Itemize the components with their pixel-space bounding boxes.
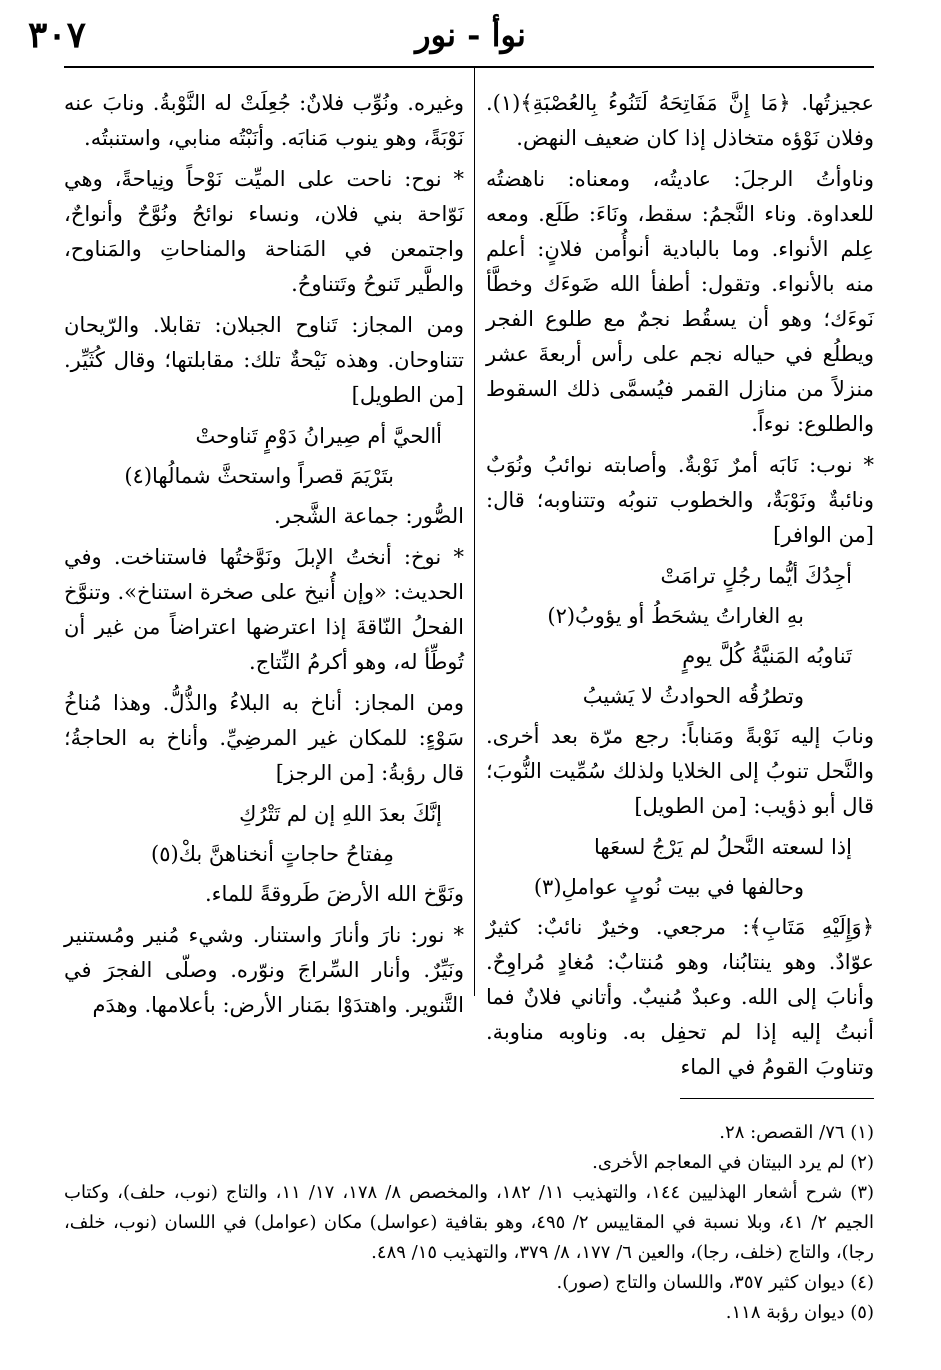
footnotes: [64, 1118, 874, 1328]
entry-paragraph: * نوخ: أنختُ الإبلَ ونَوَّختُها فاستناخت. وفي الحديث: «وإن أُنيخ على صخرة استناخ». وتنوَّخ الفحلُ النّاقةَ إذا اعترضها اعتراضاً من غير أن تُوطِّأ له، وهو أكرمُ النِّتاج.: [64, 545, 464, 674]
footnote: (٣) شرح أشعار الهذليين ١٤٤، والتهذيب ١١/ ١٨٢، والمخصص ٨/ ١٧٨، ١٧/ ١١، والتاج (نوب، حلف)، وكتاب الجيم ٢/ ٤١، وبلا نسبة في المقاييس ٢/ ٤٩٥، وهو بقافية (عواسل) مكان (عوامل) في اللسان (نوب، خلف، رجا)، والتاج (خلف، رجا)، والعين ٦/ ١٧٧، ٨/ ٣٧٩، والتهذيب ١٥/ ٤٨٩.: [64, 1182, 875, 1263]
entry-paragraph: ومن المجاز: تَناوح الجبلان: تقابلا. والرّيحان تتناوحان. وهذه نَيْحةٌ تلك: مقابلتها؛ وقال كُثَيِّر. [من الطويل]: [64, 313, 464, 407]
entry-paragraph: وغيره. ونُوِّب فلانٌ: جُعِلَتْ له النَّوْبةُ. ونابَ عنه نَوْبَةً، وهو ينوب مَنابَه. وأنَبْتُه منابي، واستنبتُه.: [64, 91, 464, 150]
verse-line: أجِدُكَ أيُّما رجُلٍ ترامَتْ: [660, 564, 852, 588]
entry-paragraph: * نوب: نَابَه أمرٌ نَوْبةٌ. وأصابته نوائبُ ونُوَبٌ ونائبةٌ ونَوْبَةٌ، والخطوب تنوبُه وتتناوبه؛ قال: [من الوافر]: [486, 453, 874, 547]
right-column: [486, 86, 874, 1091]
footnote: (٢) لم يرد البيتان في المعاجم الأخرى.: [592, 1152, 874, 1173]
verse-line: بتَرْيَمَ قصراً واستحثَّ شمالُها(٤): [124, 464, 394, 488]
entry-paragraph: وناوأتُ الرجلَ: عاديتُه، ومعناه: ناهضتُه للعداوة. وناء النَّجمُ: سقط، ونَاءَ: طَلَع. ومعه عِلم الأنواء. وما بالبادية أنوأُمن فلانٍ: أعلم منه بالأنواء. وتقول: أطفأ الله ضَوءَك وخطَّأ نَوءَك؛ وهو أن يسقُط نجمٌ مع طلوع الفجر ويطلُع في حياله نجم على رأس أربعةَ عشر منزلاً من منازل القمر فيُسمَّى ذلك السقوط والطلوع: نوءاً.: [486, 167, 874, 436]
entry-paragraph: ومن المجاز: أناخ به البلاءُ والذُّلُّ. وهذا مُناخُ سَوْءٍ: للمكان غير المرضِيِّ. وأناخ به الحاجةُ؛ قال رؤبةُ: [من الرجز]: [64, 691, 464, 785]
entry-paragraph: الصُّور: جماعة الشَّجر.: [274, 504, 464, 528]
verse-line: وحالفها في بيت نُوبٍ عواملِ(٣): [533, 875, 804, 899]
entry-paragraph: ونابَ إليه نَوْبةً ومَناباً: رجع مرّة بعد أخرى. والنَّحل تنوبُ إلى الخلايا ولذلك سُمِّيت النُّوبَ؛ قال أبو ذؤيب: [من الطويل]: [486, 724, 874, 818]
entry-paragraph: * نور: نارَ وأنارَ واستنار. وشيء مُنير ومُستنير ونَيِّرٌ. وأنار السِّراجَ ونوّره. وصلّى الفجرَ في التَّنوير. واهتدَوْا بمَنار الأرض: بأعلامها. وهدَم: [64, 923, 464, 1017]
entry-paragraph: * نوح: ناحت على الميِّت نَوْحاً ونِياحةً، وهي نَوّاحة بني فلان، ونساء نوائحُ ونُوَّحٌ وأنواحٌ، واجتمعن في المَناحة والمناحاتِ والمَناوح، والطَّير تَنوحُ وتَتناوحُ.: [64, 167, 464, 296]
left-column: [64, 86, 464, 1029]
header-rule: [64, 66, 874, 68]
entry-paragraph: ونَوَّخ الله الأرضَ طَروقةً للماء.: [204, 882, 464, 906]
footnote: (١) ٧٦/ القصص: ٢٨.: [719, 1122, 874, 1143]
footnote: (٤) ديوان كثير ٣٥٧، واللسان والتاج (صور).: [556, 1272, 874, 1293]
verse-line: مِفتاحُ حاجاتٍ أنخناهنَّ بكْ(٥): [151, 842, 394, 866]
page-title: نوأ - نور: [415, 16, 526, 54]
footnote: (٥) ديوان رؤبة ١١٨.: [725, 1302, 874, 1323]
verse-line: أالحيَّ أم صِيرانُ دَوْمٍ تَناوحتْ: [195, 424, 442, 448]
verse-line: إذا لسعته النَّحلُ لم يَرْجُ لسعَها: [594, 835, 852, 859]
page-number: ٣٠٧: [28, 14, 87, 56]
entry-paragraph: عجيزتُها. ﴿مَا إِنَّ مَفَاتِحَهُ لَتَنُوءُ بِالعُصْبَةِ﴾(١). وفلان نَوْؤه متخاذل إذا كان ضعيف النهض.: [486, 91, 874, 150]
entry-paragraph: ﴿وَإِلَيْهِ مَتَابِ﴾: مرجعي. وخيرٌ نائبٌ: كثيرٌ عوّادٌ. وهو ينتابُنا، وهو مُنتابٌ: مُغادٍ مُراوِحٌ. وأنابَ إلى الله. وعبدٌ مُنيبٌ. وأتاني فلانٌ فما أنبتُ إليه إذا لم تحفِل به. وناوبه مناوبة. وتناوبَ القومُ في الماء: [486, 915, 874, 1079]
verse-line: وتطرُقُه الحوادثُ لا يَشيبُ: [582, 684, 804, 708]
footnote-rule: [680, 1098, 874, 1099]
verse-line: بهِ الغاراتُ يشحَطُ أو يؤوبُ(٢): [547, 604, 804, 628]
verse-line: إنَّكَ بعدَ اللهِ إن لم تَتْرُكِ: [239, 802, 442, 826]
column-divider: [474, 66, 475, 996]
verse-line: تَناوبُه المَنيَّةُ كُلَّ يومٍ: [682, 644, 852, 668]
